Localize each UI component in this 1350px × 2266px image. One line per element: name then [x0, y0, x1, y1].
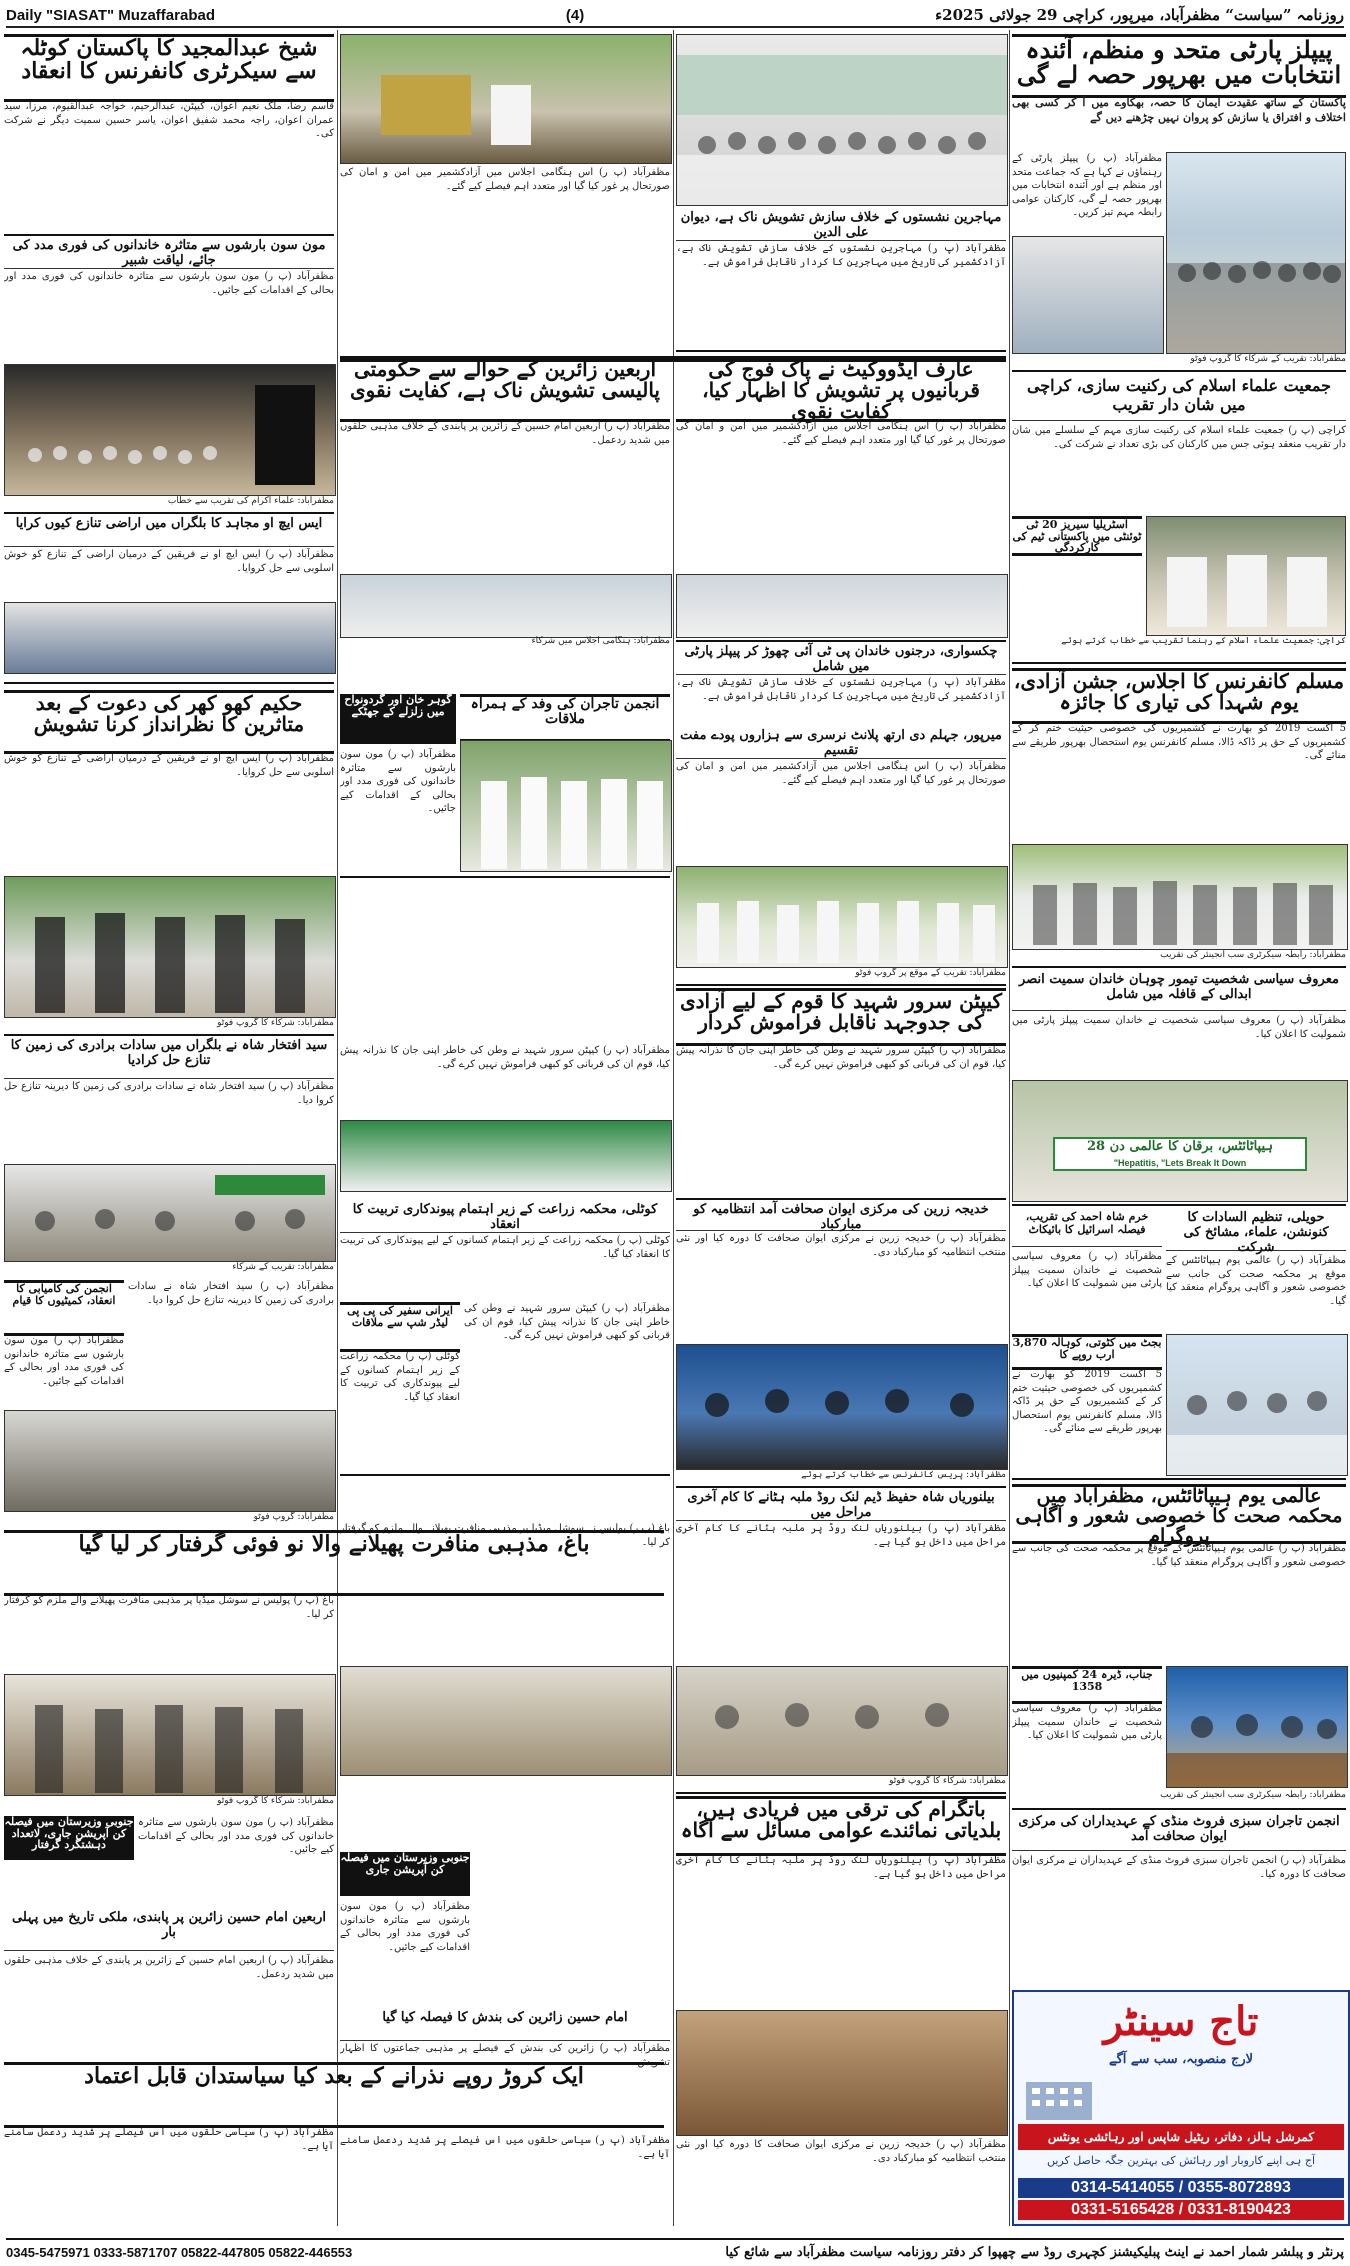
footer-imprint: پرنٹر و پبلشر شمار احمد نے اینٹ پبلیکیشنز کچہری روڈ سے چھپوا کر دفتر روزنامہ سیاست مظفرآباد سے شائع کیا: [725, 2244, 1344, 2260]
headline-sho: ایس ایچ او مجاہد کا بلگراں میں اراضی تنازع کیوں کرایا: [4, 516, 334, 547]
divider: [340, 876, 670, 878]
story-arbaeen: مظفرآباد (پ ر) اربعین امام حسین کے زائرین پر پابندی کے خلاف مذہبی حلقوں میں شدید ردعمل۔: [4, 1955, 334, 1980]
headline-imam: امام حسین زائرین کی بندش کا فیصلہ کیا گیا: [340, 2010, 670, 2041]
photo-caption: مظفرآباد: علماء اکرام کی تقریب سے خطاب: [167, 496, 334, 506]
ad-subtitle: لارج منصوبہ، سب سے آگے: [1108, 2052, 1254, 2067]
box-iran: ایرانی سفیر کی پی پی لیڈر شپ سے ملاقات: [340, 1302, 460, 1352]
headline-chakswari: چکسواری، درجنوں خاندان پی ٹی آئی چھوڑ کر پیپلز پارٹی میں شامل: [676, 644, 1006, 675]
headline-arif: عارف ایڈووکیٹ نے پاک فوج کی قربانیوں پر تشویش کا اظہار کیا، کفایت نقوی: [676, 356, 1006, 422]
photo-caption: مظفرآباد: پریس کانفرنس سے خطاب کرتے ہوئے: [801, 1470, 1006, 1480]
photo-caption: مظفرآباد: تقریب کے شرکاء کا گروپ فوٹو: [1190, 354, 1346, 364]
photo-market: [676, 2010, 1008, 2136]
box-cricket: آسٹریلیا سیریز 20 ٹی ٹوئنٹی میں پاکستانی ٹیم کی کارکردگی: [1012, 518, 1142, 555]
photo-meeting: [676, 1666, 1008, 1776]
story-aik-crore: مظفرآباد (پ ر) سیاسی حلقوں میں اس فیصلے پر شدید ردعمل سامنے آیا ہے۔: [4, 2127, 334, 2152]
photo-caption: مظفرآباد: شرکاء کا گروپ فوٹو: [217, 1018, 334, 1028]
headline-hakeem: حکیم کھو کھر کی دعوت کے بعد متاثرین کا نظرانداز کرنا تشویش: [4, 690, 334, 754]
box-budget: بجٹ میں کٹوتی، کوہالہ 3,870 ارب روپے کا: [1012, 1334, 1162, 1370]
masthead-right: روزنامہ ”سیاست“ مظفرآباد، میرپور، کراچی 29 جولائی 2025ء: [935, 6, 1344, 24]
headline-israel: خرم شاہ احمد کی تقریب، فیصلہ اسرائیل کا بائیکاٹ: [1012, 1210, 1162, 1247]
hepatitis-banner-title: ہیپاٹائٹس، برقان کا عالمی دن 28: [1086, 1139, 1274, 1154]
story-haveli: مظفرآباد (پ ر) عالمی یوم ہیپاٹائٹس کے موقع پر محکمہ صحت کی جانب سے خصوصی شعور و آگاہی پروگرام منعقد کیا گیا۔: [1166, 1255, 1346, 1307]
divider: [676, 984, 1006, 986]
story-monsoon: مظفرآباد (پ ر) مون سون بارشوں سے متاثرہ خاندانوں کی فوری مدد اور بحالی کے اقدامات کیے جائیں۔: [4, 271, 334, 296]
hepatitis-banner: [1053, 1137, 1307, 1171]
story-world-hepatitis-day: مظفرآباد (پ ر) عالمی یوم ہیپاٹائٹس کے موقع پر محکمہ صحت کی جانب سے خصوصی شعور و آگاہی پروگرام منعقد کیا گیا۔: [1012, 1543, 1346, 1568]
story-jui: کراچی (پ ر) جمعیت علماء اسلام کی رکنیت سازی مہم کے سلسلے میں شان دار تقریب منعقد ہوئی جس میں کارکنان کی بڑی تعداد نے شرکت کی۔: [1012, 425, 1346, 450]
divider: [1012, 662, 1346, 664]
photo-press-club: [676, 1344, 1008, 1470]
divider: [4, 234, 334, 236]
story-iran: کوٹلی (پ ر) محکمہ زراعت کے زیر اہتمام کسانوں کے لیے پیوندکاری کی تربیت کا انعقاد کیا گیا۔: [340, 1351, 460, 1403]
photo-office-meeting: [4, 602, 336, 674]
story-kotli-2: مظفرآباد (پ ر) کیپٹن سرور شہید نے وطن کی خاطر اپنی جان کا نذرانہ پیش کیا، قوم ان کی قربانی کو کبھی فراموش نہیں کرے گی۔: [464, 1303, 670, 1341]
hepatitis-banner-sub: Hepatitis, "Lets Break It Down": [1113, 1158, 1247, 1168]
divider: [1012, 1808, 1346, 1810]
photo-syed-meeting: [4, 1164, 336, 1262]
photo-caption: مظفرآباد: تقریب کے شرکاء: [232, 1262, 334, 1272]
story-bagh: باغ (پ ر) پولیس نے سوشل میڈیا پر مذہبی منافرت پھیلانے والے ملزم کو گرفتار کر لیا۔: [4, 1595, 334, 1620]
story-captain-2: مظفرآباد (پ ر) کیپٹن سرور شہید نے وطن کی خاطر اپنی جان کا نذرانہ پیش کیا، قوم ان کی قربانی کو کبھی فراموش نہیں کرے گی۔: [340, 1045, 670, 1070]
headline-maroof: معروف سیاسی شخصیت تیمور چوہان خاندان سمیت انصر ابدالی کے قافلہ میں شامل: [1012, 972, 1346, 1011]
story-batagram-center: مظفرآباد (پ ر) بیلنوریاں لنک روڈ پر ملبہ ہٹانے کا کام آخری مراحل میں داخل ہو گیا ہے۔: [676, 1855, 1006, 1880]
photo-group-students-2: [1012, 236, 1164, 354]
story-arbaeen-center: مظفرآباد (پ ر) اس ہنگامی اجلاس میں آزادکشمیر میں امن و امان کی صورتحال پر غور کیا گیا اور متعدد اہم فیصلے کیے گئے۔: [340, 167, 670, 192]
headline-belonial: بیلنوریاں شاہ حفیظ ڈیم لنک روڈ ملبہ ہٹانے کا کام آخری مراحل میں: [676, 1490, 1006, 1521]
divider: [676, 1486, 1006, 1488]
story-syed: مظفرآباد (پ ر) سید افتخار شاہ نے سادات برادری کی زمین کا دیرینہ تنازع حل کروا دیا۔: [4, 1081, 334, 1106]
divider: [4, 512, 334, 514]
headline-anjuman-banner: انجمن تاجران کی وفد کے ہمراہ ملاقات: [460, 694, 670, 742]
box-south-waziristan: جنوبی وزیرستان میں فیصلہ کن آپریشن جاری، لاتعداد دہشتگرد گرفتار: [4, 1816, 134, 1860]
page-number: (4): [565, 6, 585, 24]
story-waziristan: مظفرآباد (پ ر) مون سون بارشوں سے متاثرہ خاندانوں کی فوری مدد اور بحالی کے اقدامات کیے جائیں۔: [340, 1901, 470, 1953]
spacer: [340, 356, 1006, 362]
story-muslim-conference: 5 اگست 2019 کو بھارت نے کشمیریوں کی خصوصی حیثیت ختم کر کے کشمیریوں کے حق پر ڈاکہ ڈالا، مسلم کانفرنس یوم استحصال بھرپور طریقے سے منائے گی۔: [1012, 723, 1346, 761]
footer-phones: 0345-5475971 0333-5871707 05822-447805 05822-446553: [6, 2244, 353, 2260]
photo-university: [676, 34, 1008, 206]
headline-muhajireen: مہاجرین نشستوں کے خلاف سازش تشویش ناک ہے، دیوان علی الدین: [676, 210, 1006, 241]
photo-bagh: [340, 1666, 672, 1776]
story-muhajireen: مظفرآباد (پ ر) مہاجرین نشستوں کے خلاف سازش تشویش ناک ہے، آزادکشمیر کی تاریخ میں مہاجرین کا کردار ناقابل فراموش ہے۔: [676, 243, 1006, 268]
column-rule: [1009, 30, 1010, 2226]
box-earthquake: گوہر خان اور گردونواح میں زلزلے کے جھٹکے: [340, 694, 456, 744]
story-arbaeen-center-2: مظفرآباد (پ ر) اربعین امام حسین کے زائرین پر پابندی کے خلاف مذہبی حلقوں میں شدید ردعمل۔: [340, 421, 670, 446]
story-budget: 5 اگست 2019 کو بھارت نے کشمیریوں کی خصوصی حیثیت ختم کر کے کشمیریوں کے حق پر ڈاکہ ڈالا، مسلم کانفرنس یوم استحصال بھرپور طریقے سے منائے گی۔: [1012, 1369, 1162, 1434]
story-khadija: مظفرآباد (پ ر) خدیجہ زرین نے مرکزی ایوان صحافت کا دورہ کیا اور نئی منتخب انتظامیہ کو مبارکباد دی۔: [676, 1233, 1006, 1258]
building-icon: [1024, 2076, 1094, 2120]
photo-agriculture: [340, 1120, 672, 1192]
photo-caption: مظفرآباد: تقریب کے موقع پر گروپ فوٹو: [855, 968, 1006, 978]
headline-anjuman-tajiran: انجمن تاجران سبزی فروٹ منڈی کے عہدیداران کی مرکزی ایوان صحافت آمد: [1012, 1814, 1346, 1851]
divider: [1012, 1204, 1346, 1206]
photo-bagh-group: [4, 1674, 336, 1796]
photo-caption: مظفرآباد: شرکاء کا گروپ فوٹو: [217, 1796, 334, 1806]
headline-captain-center: کیپٹن سرور شہید کا قوم کے لیے آزادی کی جدوجہد ناقابل فراموش کردار: [676, 988, 1006, 1046]
story-kotli: کوٹلی (پ ر) محکمہ زراعت کے زیر اہتمام کسانوں کے لیے پیوندکاری کی تربیت کا انعقاد کیا گیا۔: [340, 1235, 670, 1260]
story-israel: مظفرآباد (پ ر) معروف سیاسی شخصیت نے خاندان سمیت پیپلز پارٹی میں شمولیت کا اعلان کیا۔: [1012, 1251, 1162, 1289]
headline-aik-crore: ایک کروڑ روپے نذرانے کے بعد کیا سیاستدان قابل اعتماد: [4, 2062, 664, 2128]
story-chakswari: مظفرآباد (پ ر) مہاجرین نشستوں کے خلاف سازش تشویش ناک ہے، آزادکشمیر کی تاریخ میں مہاجرین کا کردار ناقابل فراموش ہے۔: [676, 677, 1006, 702]
divider: [676, 640, 1006, 642]
story-bagh-2: باغ (پ ر) پولیس نے سوشل میڈیا پر مذہبی منافرت پھیلانے والے ملزم کو گرفتار کر لیا۔: [340, 1523, 670, 1548]
divider: [4, 1034, 334, 1036]
column-4: [1012, 30, 1346, 2226]
story-arif: مظفرآباد (پ ر) اس ہنگامی اجلاس میں آزادکشمیر میں امن و امان کی صورتحال پر غور کیا گیا اور متعدد اہم فیصلے کیے گئے۔: [676, 421, 1006, 446]
photo-group-students: [1166, 152, 1346, 354]
headline-haveli: حویلی، تنظیم السادات کا کنونشن، علماء، مشائخ کی شرکت: [1166, 1210, 1346, 1251]
ad-band: کمرشل ہالز، دفاتر، ریٹیل شاپس اور رہائشی یونٹس: [1018, 2124, 1344, 2150]
photo-caption: مظفرآباد: گروپ فوٹو: [253, 1512, 334, 1522]
headline-ppp-sub: پاکستان کے ساتھ عقیدت ایمان کا حصہ، بھکاوے میں آ کر کسی بھی اختلاف و افتراق یا سازش کو پروان نہیں چڑھنے دیں گے: [1012, 96, 1346, 124]
headline-shaikh: شیخ عبدالمجید کا پاکستان کوٹلہ سے سیکرٹری کانفرنس کا انعقاد: [4, 34, 334, 102]
story-hakeem: مظفرآباد (پ ر) ایس ایچ او نے فریقین کے درمیان اراضی کے تنازع کو خوش اسلوبی سے حل کروایا۔: [4, 753, 334, 778]
story-mirpur: مظفرآباد (پ ر) اس ہنگامی اجلاس میں آزادکشمیر میں امن و امان کی صورتحال پر غور کیا گیا اور متعدد اہم فیصلے کیے گئے۔: [676, 761, 1006, 786]
photo-majlis: [4, 364, 336, 496]
headline-ppp: پیپلز پارٹی متحد و منظم، آئندہ انتخابات میں بھرپور حصہ لے گی: [1012, 34, 1346, 98]
divider: [1012, 1478, 1346, 1480]
headline-arbaeen-center: اربعین زائرین کے حوالے سے حکومتی پالیسی تشویش ناک ہے، کفایت نقوی: [340, 356, 670, 422]
photo-caption: مظفرآباد: ہنگامی اجلاس میں شرکاء: [531, 636, 670, 646]
headline-jui: جمعیت علماء اسلام کی رکنیت سازی، کراچی میں شان دار تقریب: [1012, 376, 1346, 421]
ad-title: تاج سینٹر: [1103, 1998, 1259, 2045]
story-belonial: مظفرآباد (پ ر) بیلنوریاں لنک روڈ پر ملبہ ہٹانے کا کام آخری مراحل میں داخل ہو گیا ہے۔: [676, 1523, 1006, 1548]
story-maroof: مظفرآباد (پ ر) معروف سیاسی شخصیت نے خاندان سمیت پیپلز پارٹی میں شمولیت کا اعلان کیا۔: [1012, 1015, 1346, 1040]
ad-band-2: آج ہی اپنے کاروبار اور رہائش کی بہترین جگہ حاصل کریں: [1046, 2154, 1316, 2167]
headline-bagh: باغ، مذہبی منافرت پھیلانے والا نو فوئی گرفتار کر لیا گیا: [4, 1530, 664, 1596]
headline-kotli: کوٹلی، محکمہ زراعت کے زیر اہتمام پیوندکاری تربیت کا انعقاد: [340, 1202, 670, 1233]
divider: [676, 1198, 1006, 1200]
story-aik: مظفرآباد (پ ر) سیاسی حلقوں میں اس فیصلے پر شدید ردعمل سامنے آیا ہے۔: [340, 2135, 670, 2160]
story-ngo: مظفرآباد (پ ر) مون سون بارشوں سے متاثرہ خاندانوں کی فوری مدد اور بحالی کے اقدامات کیے جائیں۔: [4, 1335, 124, 1387]
divider: [1012, 966, 1346, 968]
divider: [676, 1792, 1006, 1794]
photo-hakeem-group: [4, 876, 336, 1018]
story-captain-center: مظفرآباد (پ ر) کیپٹن سرور شہید نے وطن کی خاطر اپنی جان کا نذرانہ پیش کیا، قوم ان کی قربانی کو کبھی فراموش نہیں کرے گی۔: [676, 1045, 1006, 1070]
photo2-caption: کراچی: جمعیت علماء اسلام کے رہنما تقریب سے خطاب کرتے ہوئے: [1061, 636, 1346, 646]
footer: [6, 2238, 1344, 2264]
photo-rally: [676, 574, 1008, 638]
divider: [4, 682, 334, 684]
ad-phone-1[interactable]: 0314-5414055 / 0355-8072893: [1018, 2178, 1344, 2198]
divider: [676, 350, 1006, 352]
story-imam: مظفرآباد (پ ر) زائرین کی بندش کے فیصلے پر مذہبی جماعتوں کا اظہار تشویش۔: [340, 2043, 670, 2068]
headline-khadija: خدیجہ زرین کی مرکزی ایوان صحافت آمد انتظامیہ کو مبارکباد: [676, 1202, 1006, 1231]
divider: [1012, 370, 1346, 372]
photo-muslim-conference: [1012, 844, 1348, 950]
divider: [340, 1474, 670, 1476]
ad-taj-center[interactable]: [1012, 1990, 1350, 2226]
photo-anjuman-group: [460, 740, 672, 872]
box-companies: جناب، ڈیرہ 24 کمپنیوں میں 1358: [1012, 1666, 1162, 1704]
photo-caption: مظفرآباد: رابطہ سیکرٹری سب انجینئر کی تقریب: [1160, 1790, 1346, 1800]
photo-hepatitis-walk: [1012, 1080, 1348, 1202]
masthead-left: Daily "SIASAT" Muzaffarabad: [6, 6, 215, 24]
story-shaikh: قاسم رضا، ملک نعیم اعوان، کیپٹن، عبدالرحیم، خواجہ عبدالقیوم، مرزا، سید عمران اعوان، راجہ محمد شفیق اعوان، یاسر حسین سمیت دیگر نے شرکت کی۔: [4, 101, 334, 139]
headline-world-hepatitis-day: عالمی یوم ہیپاٹائٹس، مظفرآباد میں محکمہ صحت کا خصوصی شعور و آگاہی پروگرام: [1012, 1484, 1346, 1544]
story-market: مظفرآباد (پ ر) خدیجہ زرین نے مرکزی ایوان صحافت کا دورہ کیا اور نئی منتخب انتظامیہ کو مبارکباد دی۔: [676, 2139, 1006, 2164]
box-waziristan: جنوبی وزیرستان میں فیصلہ کن آپریشن جاری: [340, 1852, 470, 1896]
story-sho: مظفرآباد (پ ر) ایس ایچ او نے فریقین کے درمیان اراضی کے تنازع کو خوش اسلوبی سے حل کروایا۔: [4, 549, 334, 574]
photo-plantation: [676, 866, 1008, 968]
headline-mirpur: میرپور، جہلم دی ارتھ پلانٹ نرسری سے ہزاروں پودے مفت تقسیم: [676, 728, 1006, 759]
photo-office-group: [4, 1410, 336, 1512]
photo-road-construction: [340, 34, 672, 164]
story-anjuman-tajiran: مظفرآباد (پ ر) انجمن تاجران سبزی فروٹ منڈی کے عہدیداران نے مرکزی ایوان صحافت کا دورہ کیا۔: [1012, 1855, 1346, 1880]
headline-muslim-conference: مسلم کانفرنس کا اجلاس، جشن آزادی، یوم شہدا کی تیاری کا جائزہ: [1012, 668, 1346, 724]
story-ppp: مظفرآباد (پ ر) پیپلز پارٹی کے رہنماؤں نے کہا ہے کہ جماعت متحد اور منظم ہے اور آئندہ انتخابات میں بھرپور حصہ لے گی، کارکنان عوامی رابطہ مہم تیز کریں۔: [1012, 153, 1162, 218]
story-south-waziristan: مظفرآباد (پ ر) مون سون بارشوں سے متاثرہ خاندانوں کی فوری مدد اور بحالی کے اقدامات کیے جائیں۔: [138, 1817, 334, 1855]
headline-batagram-center: باتگرام کی ترقی میں فریادی ہیں، بلدیاتی نمائندے عوامی مسائل سے آگاہ: [676, 1796, 1006, 1856]
photo-jui-leaders: [1146, 516, 1346, 636]
photo-caption: مظفرآباد: شرکاء کا گروپ فوٹو: [889, 1776, 1006, 1786]
photo-press-conference: [1166, 1334, 1348, 1476]
headline-monsoon: مون سون بارشوں سے متاثرہ خاندانوں کی فوری مدد کی جائے، لیاقت شبیر: [4, 238, 334, 269]
column-rule: [337, 30, 338, 2226]
story-syed-2: مظفرآباد (پ ر) سید افتخار شاہ نے سادات برادری کی زمین کا دیرینہ تنازع حل کروا دیا۔: [128, 1281, 334, 1306]
story-earthquake: مظفرآباد (پ ر) مون سون بارشوں سے متاثرہ خاندانوں کی فوری مدد اور بحالی کے اقدامات کیے جائیں۔: [340, 749, 456, 814]
box-ngo: انجمن کی کامیابی کا انعقاد، کمیٹیوں کا قیام: [4, 1280, 124, 1336]
photo3-caption: مظفرآباد: رابطہ سیکرٹری سب انجینئر کی تقریب: [1160, 950, 1346, 960]
masthead: [6, 4, 1344, 28]
ad-phone-2[interactable]: 0331-5165428 / 0331-8190423: [1018, 2200, 1344, 2220]
photo-meeting-hall: [340, 574, 672, 638]
photo-muzaffarabad-presser: [1166, 1666, 1348, 1788]
headline-arbaeen: اربعین امام حسین زائرین پر پابندی، ملکی تاریخ میں پہلی بار: [4, 1910, 334, 1951]
story-companies: مظفرآباد (پ ر) معروف سیاسی شخصیت نے خاندان سمیت پیپلز پارٹی میں شمولیت کا اعلان کیا۔: [1012, 1703, 1162, 1741]
headline-syed: سید افتخار شاہ نے بلگراں میں سادات برادری کی زمین کا تنازع حل کرادیا: [4, 1038, 334, 1079]
